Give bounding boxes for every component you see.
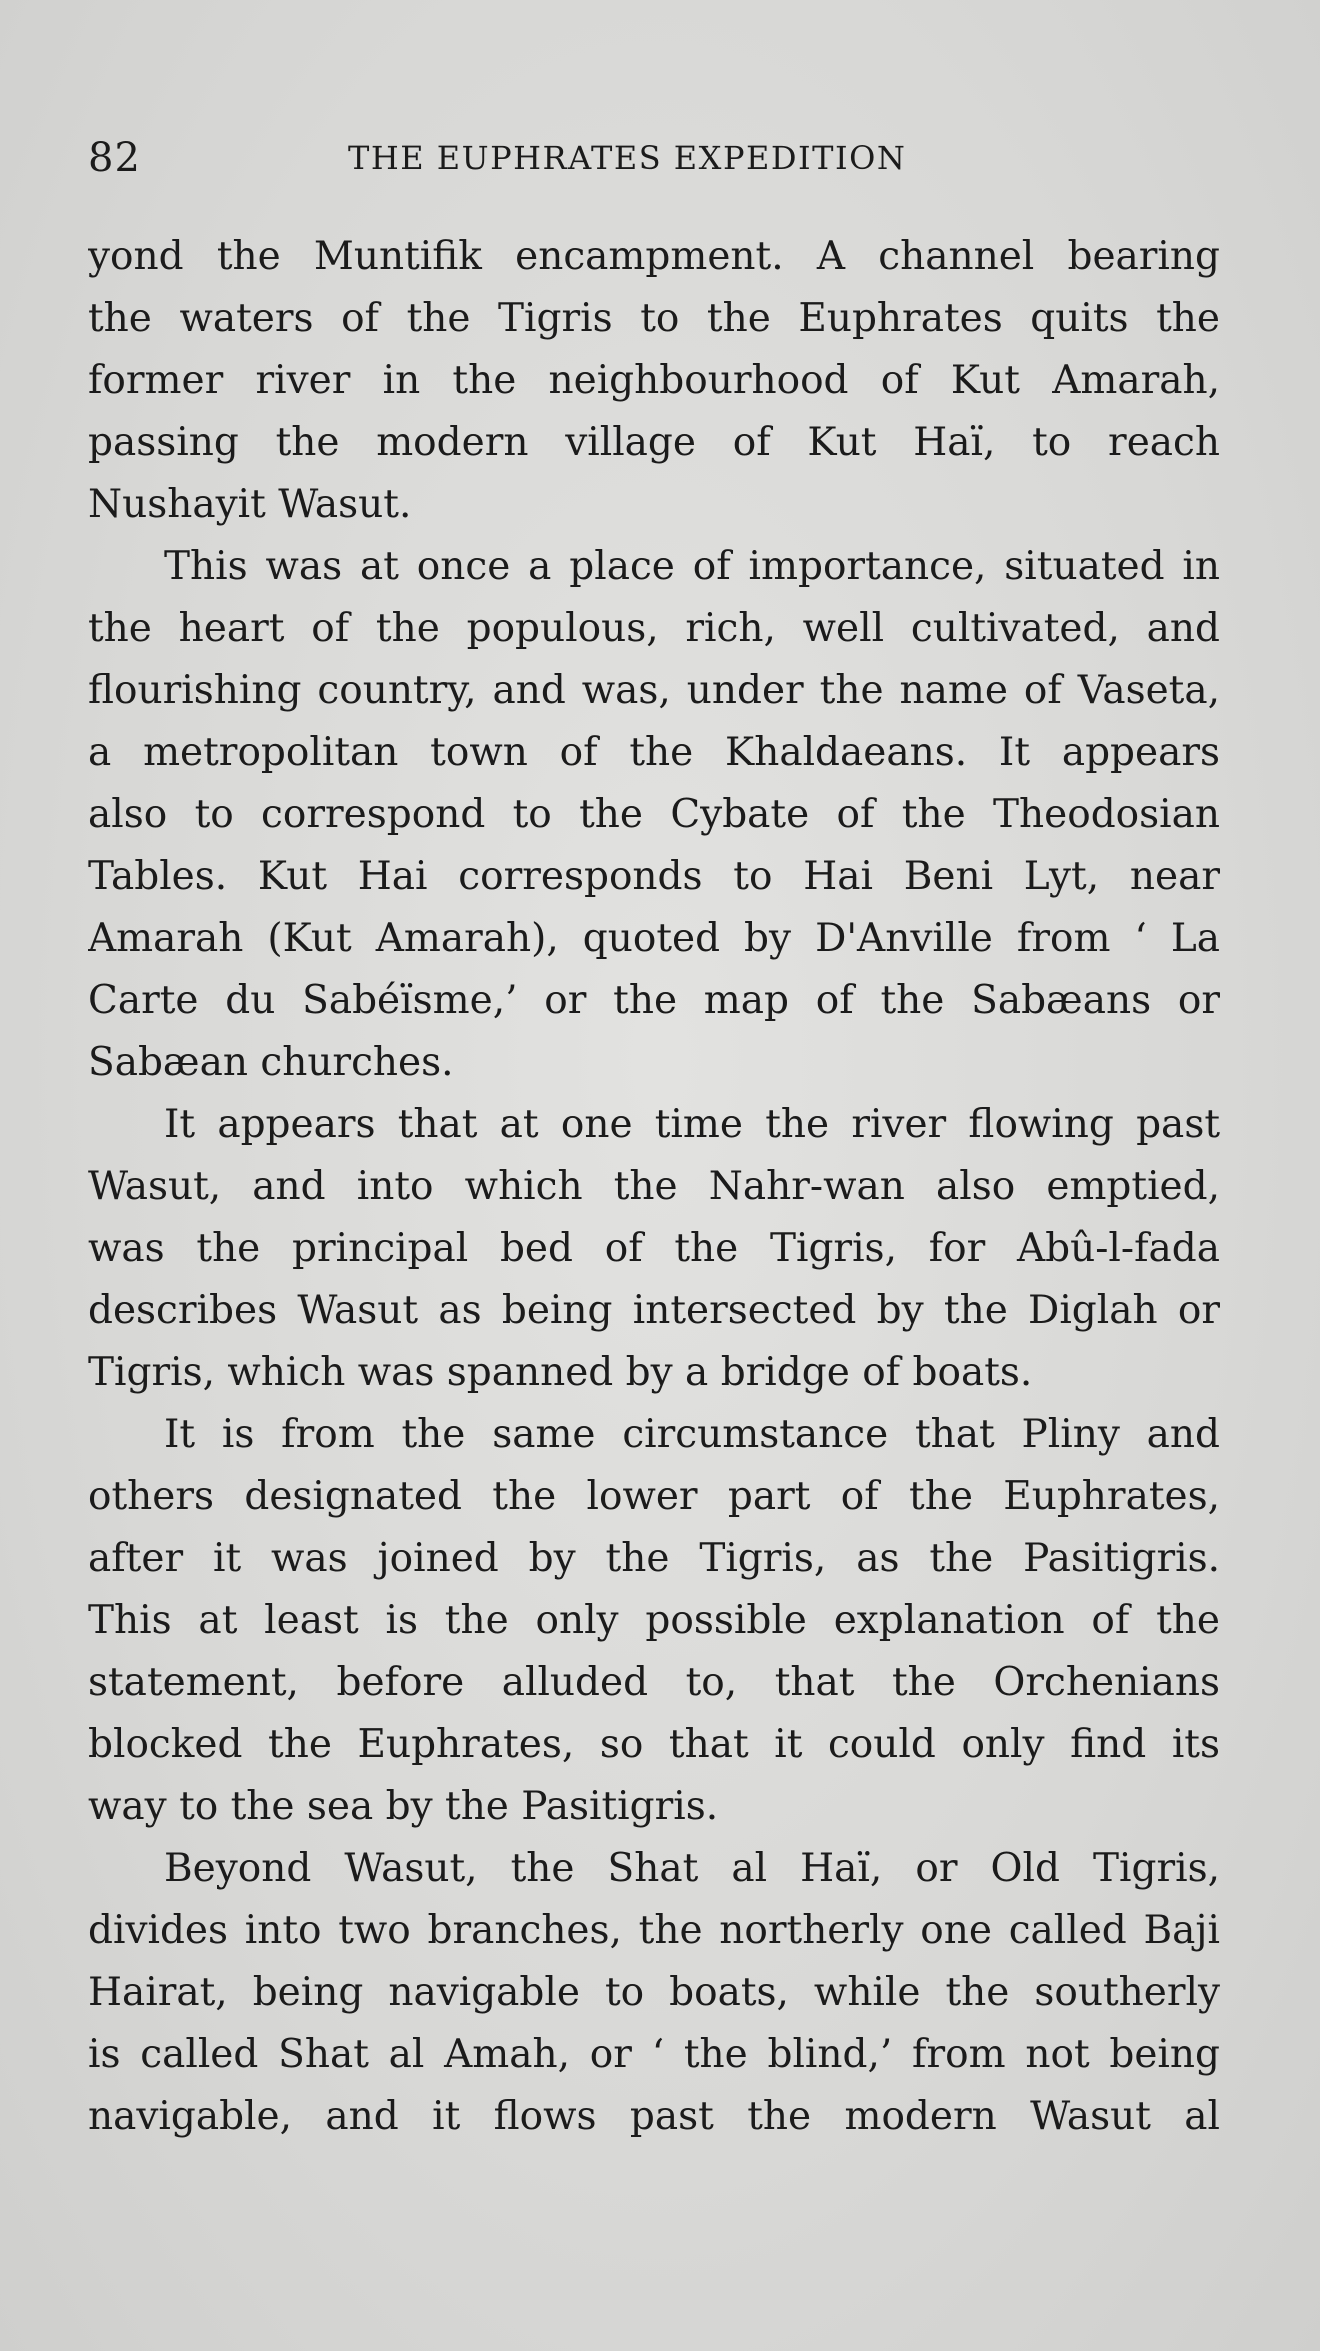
body-text <box>88 226 1220 2148</box>
paragraph-first-line: Beyond Wasut, the Shat al Haï, or Old Tigris, <box>164 1846 1220 1891</box>
text-line: a metropolitan town of the Khaldaeans. It appears <box>88 730 1220 775</box>
page-header <box>88 128 1218 188</box>
text-line: passing the modern village of Kut Haï, to reach <box>88 420 1220 465</box>
text-line: describes Wasut as being intersected by the Diglah or <box>88 1288 1220 1333</box>
text-line: was the principal bed of the Tigris, for Abû-l-fada <box>88 1226 1220 1271</box>
text-line: This at least is the only possible explanation of the <box>88 1598 1220 1643</box>
text-line: divides into two branches, the northerly one called Baji <box>88 1908 1220 1953</box>
text-line: Carte du Sabéïsme,’ or the map of the Sabæans or <box>88 978 1220 1023</box>
paragraph-first-line: It is from the same circumstance that Pliny and <box>164 1412 1220 1457</box>
text-line: Tigris, which was spanned by a bridge of boats. <box>88 1350 1033 1395</box>
text-line: navigable, and it flows past the modern Wasut al <box>88 2094 1220 2139</box>
text-line: is called Shat al Amah, or ‘ the blind,’ from not being <box>88 2032 1220 2077</box>
text-line: statement, before alluded to, that the Orchenians <box>88 1660 1220 1705</box>
text-line: Amarah (Kut Amarah), quoted by D'Anville from ‘ La <box>88 916 1220 961</box>
text-line: Nushayit Wasut. <box>88 482 412 527</box>
text-line: Hairat, being navigable to boats, while the southerly <box>88 1970 1220 2015</box>
text-line: way to the sea by the Pasitigris. <box>88 1784 719 1829</box>
paragraph-first-line: It appears that at one time the river flowing past <box>164 1102 1220 1147</box>
paragraph-first-line: This was at once a place of importance, situated in <box>164 544 1220 589</box>
page-number: 82 <box>88 135 141 181</box>
text-line: after it was joined by the Tigris, as the Pasitigris. <box>88 1536 1220 1581</box>
text-line: also to correspond to the Cybate of the Theodosian <box>88 792 1220 837</box>
text-line: the waters of the Tigris to the Euphrates quits the <box>88 296 1220 341</box>
text-line: blocked the Euphrates, so that it could only find its <box>88 1722 1220 1767</box>
text-line: the heart of the populous, rich, well cultivated, and <box>88 606 1220 651</box>
running-title: THE EUPHRATES EXPEDITION <box>348 139 907 177</box>
text-line: yond the Muntifik encampment. A channel bearing <box>88 234 1220 279</box>
text-line: Sabæan churches. <box>88 1040 454 1085</box>
text-line: flourishing country, and was, under the name of Vaseta, <box>88 668 1220 713</box>
text-line: former river in the neighbourhood of Kut Amarah, <box>88 358 1220 403</box>
text-line: Tables. Kut Hai corresponds to Hai Beni Lyt, near <box>88 854 1220 899</box>
text-line: Wasut, and into which the Nahr-wan also emptied, <box>88 1164 1220 1209</box>
text-line: others designated the lower part of the Euphrates, <box>88 1474 1220 1519</box>
